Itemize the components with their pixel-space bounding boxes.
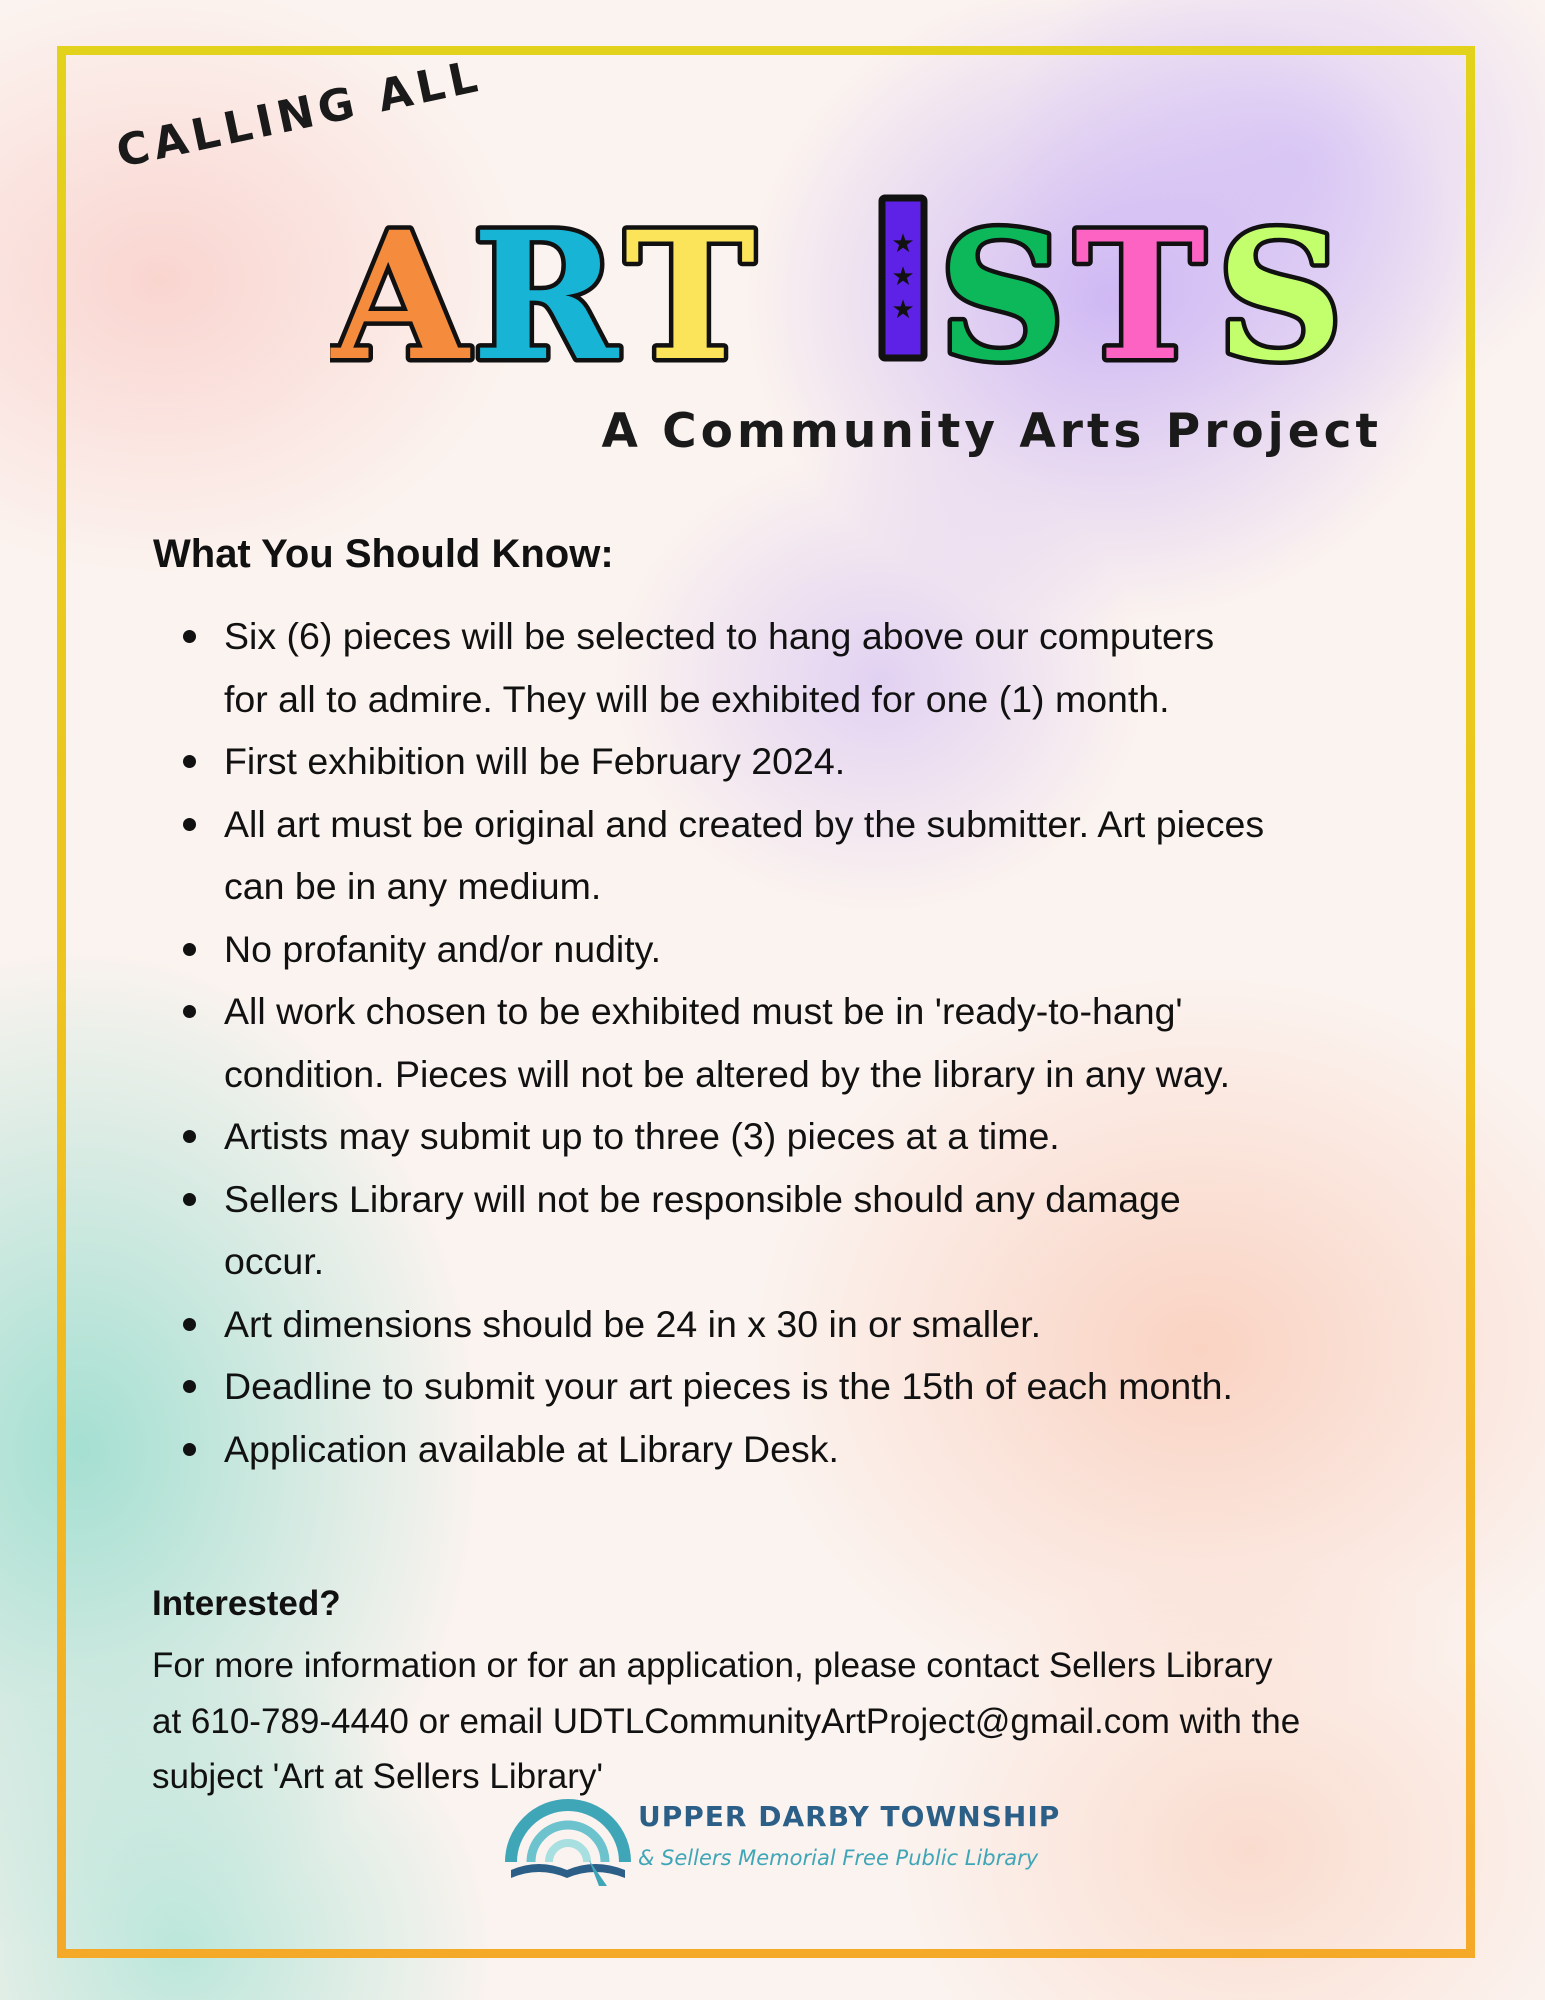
info-bullet-item (183, 980, 1413, 1105)
artists-title (330, 192, 1360, 372)
contact-line: subject 'Art at Sellers Library' (152, 1757, 604, 1796)
library-logo (503, 1796, 1103, 1886)
info-bullet-list (183, 605, 1413, 1480)
bullet-text-line: All work chosen to be exhibited must be in 'ready-to-hang' (224, 990, 1183, 1032)
contact-paragraph (152, 1638, 1442, 1805)
letter-t: T (624, 193, 756, 372)
interested-heading: Interested? (152, 1584, 341, 1623)
letter-t2: T (1074, 193, 1206, 372)
letter-s2: S (1216, 193, 1344, 372)
know-heading: What You Should Know: (153, 532, 614, 576)
subtitle: A Community Arts Project (601, 404, 1382, 459)
bullet-text-line: for all to admire. They will be exhibited for one (1) month. (224, 677, 1170, 720)
logo-name: UPPER DARBY TOWNSHIP (638, 1800, 1061, 1833)
svg-text:★: ★ (891, 229, 915, 259)
rainbow-book-icon (503, 1796, 633, 1886)
bullet-text-line: No profanity and/or nudity. (224, 927, 662, 970)
bullet-text-line: Six (6) pieces will be selected to hang above our computers (224, 615, 1215, 657)
info-bullet-item (183, 730, 1413, 793)
info-bullet-item (183, 1418, 1413, 1481)
bullet-text-line: Application available at Library Desk. (224, 1427, 839, 1470)
svg-text:★: ★ (891, 262, 915, 292)
info-bullet-item (183, 605, 1413, 730)
info-bullet-item (183, 1168, 1413, 1293)
info-bullet-item (183, 918, 1413, 981)
letter-a: A (331, 193, 469, 372)
bullet-text-line: occur. (224, 1240, 325, 1282)
svg-text:★: ★ (891, 295, 915, 325)
letter-r: R (471, 193, 619, 372)
calling-all-heading: CALLING ALL (112, 50, 487, 178)
contact-line: For more information or for an application, please contact Sellers Library (152, 1646, 1273, 1685)
info-bullet-item (183, 1355, 1413, 1418)
bullet-text-line: Artists may submit up to three (3) pieces at a time. (224, 1115, 1060, 1157)
bullet-text-line: Art dimensions should be 24 in x 30 in or smaller. (224, 1302, 1042, 1345)
bullet-text-line: All art must be original and created by the submitter. Art pieces (224, 802, 1265, 845)
logo-subtitle: & Sellers Memorial Free Public Library (638, 1846, 1039, 1870)
bullet-text-line: First exhibition will be February 2024. (224, 740, 846, 782)
letter-i-star-column (882, 198, 924, 358)
bullet-text-line: can be in any medium. (224, 865, 602, 907)
contact-line: at 610-789-4440 or email UDTLCommunityArtProject@gmail.com with the (152, 1701, 1301, 1741)
letter-s1: S (938, 193, 1066, 372)
bullet-text-line: Sellers Library will not be responsible should any damage (224, 1177, 1181, 1220)
info-bullet-item (183, 1293, 1413, 1356)
bullet-text-line: condition. Pieces will not be altered by the library in any way. (224, 1052, 1231, 1095)
info-bullet-item (183, 1105, 1413, 1168)
info-bullet-item (183, 793, 1413, 918)
bullet-text-line: Deadline to submit your art pieces is the 15th of each month. (224, 1365, 1233, 1407)
